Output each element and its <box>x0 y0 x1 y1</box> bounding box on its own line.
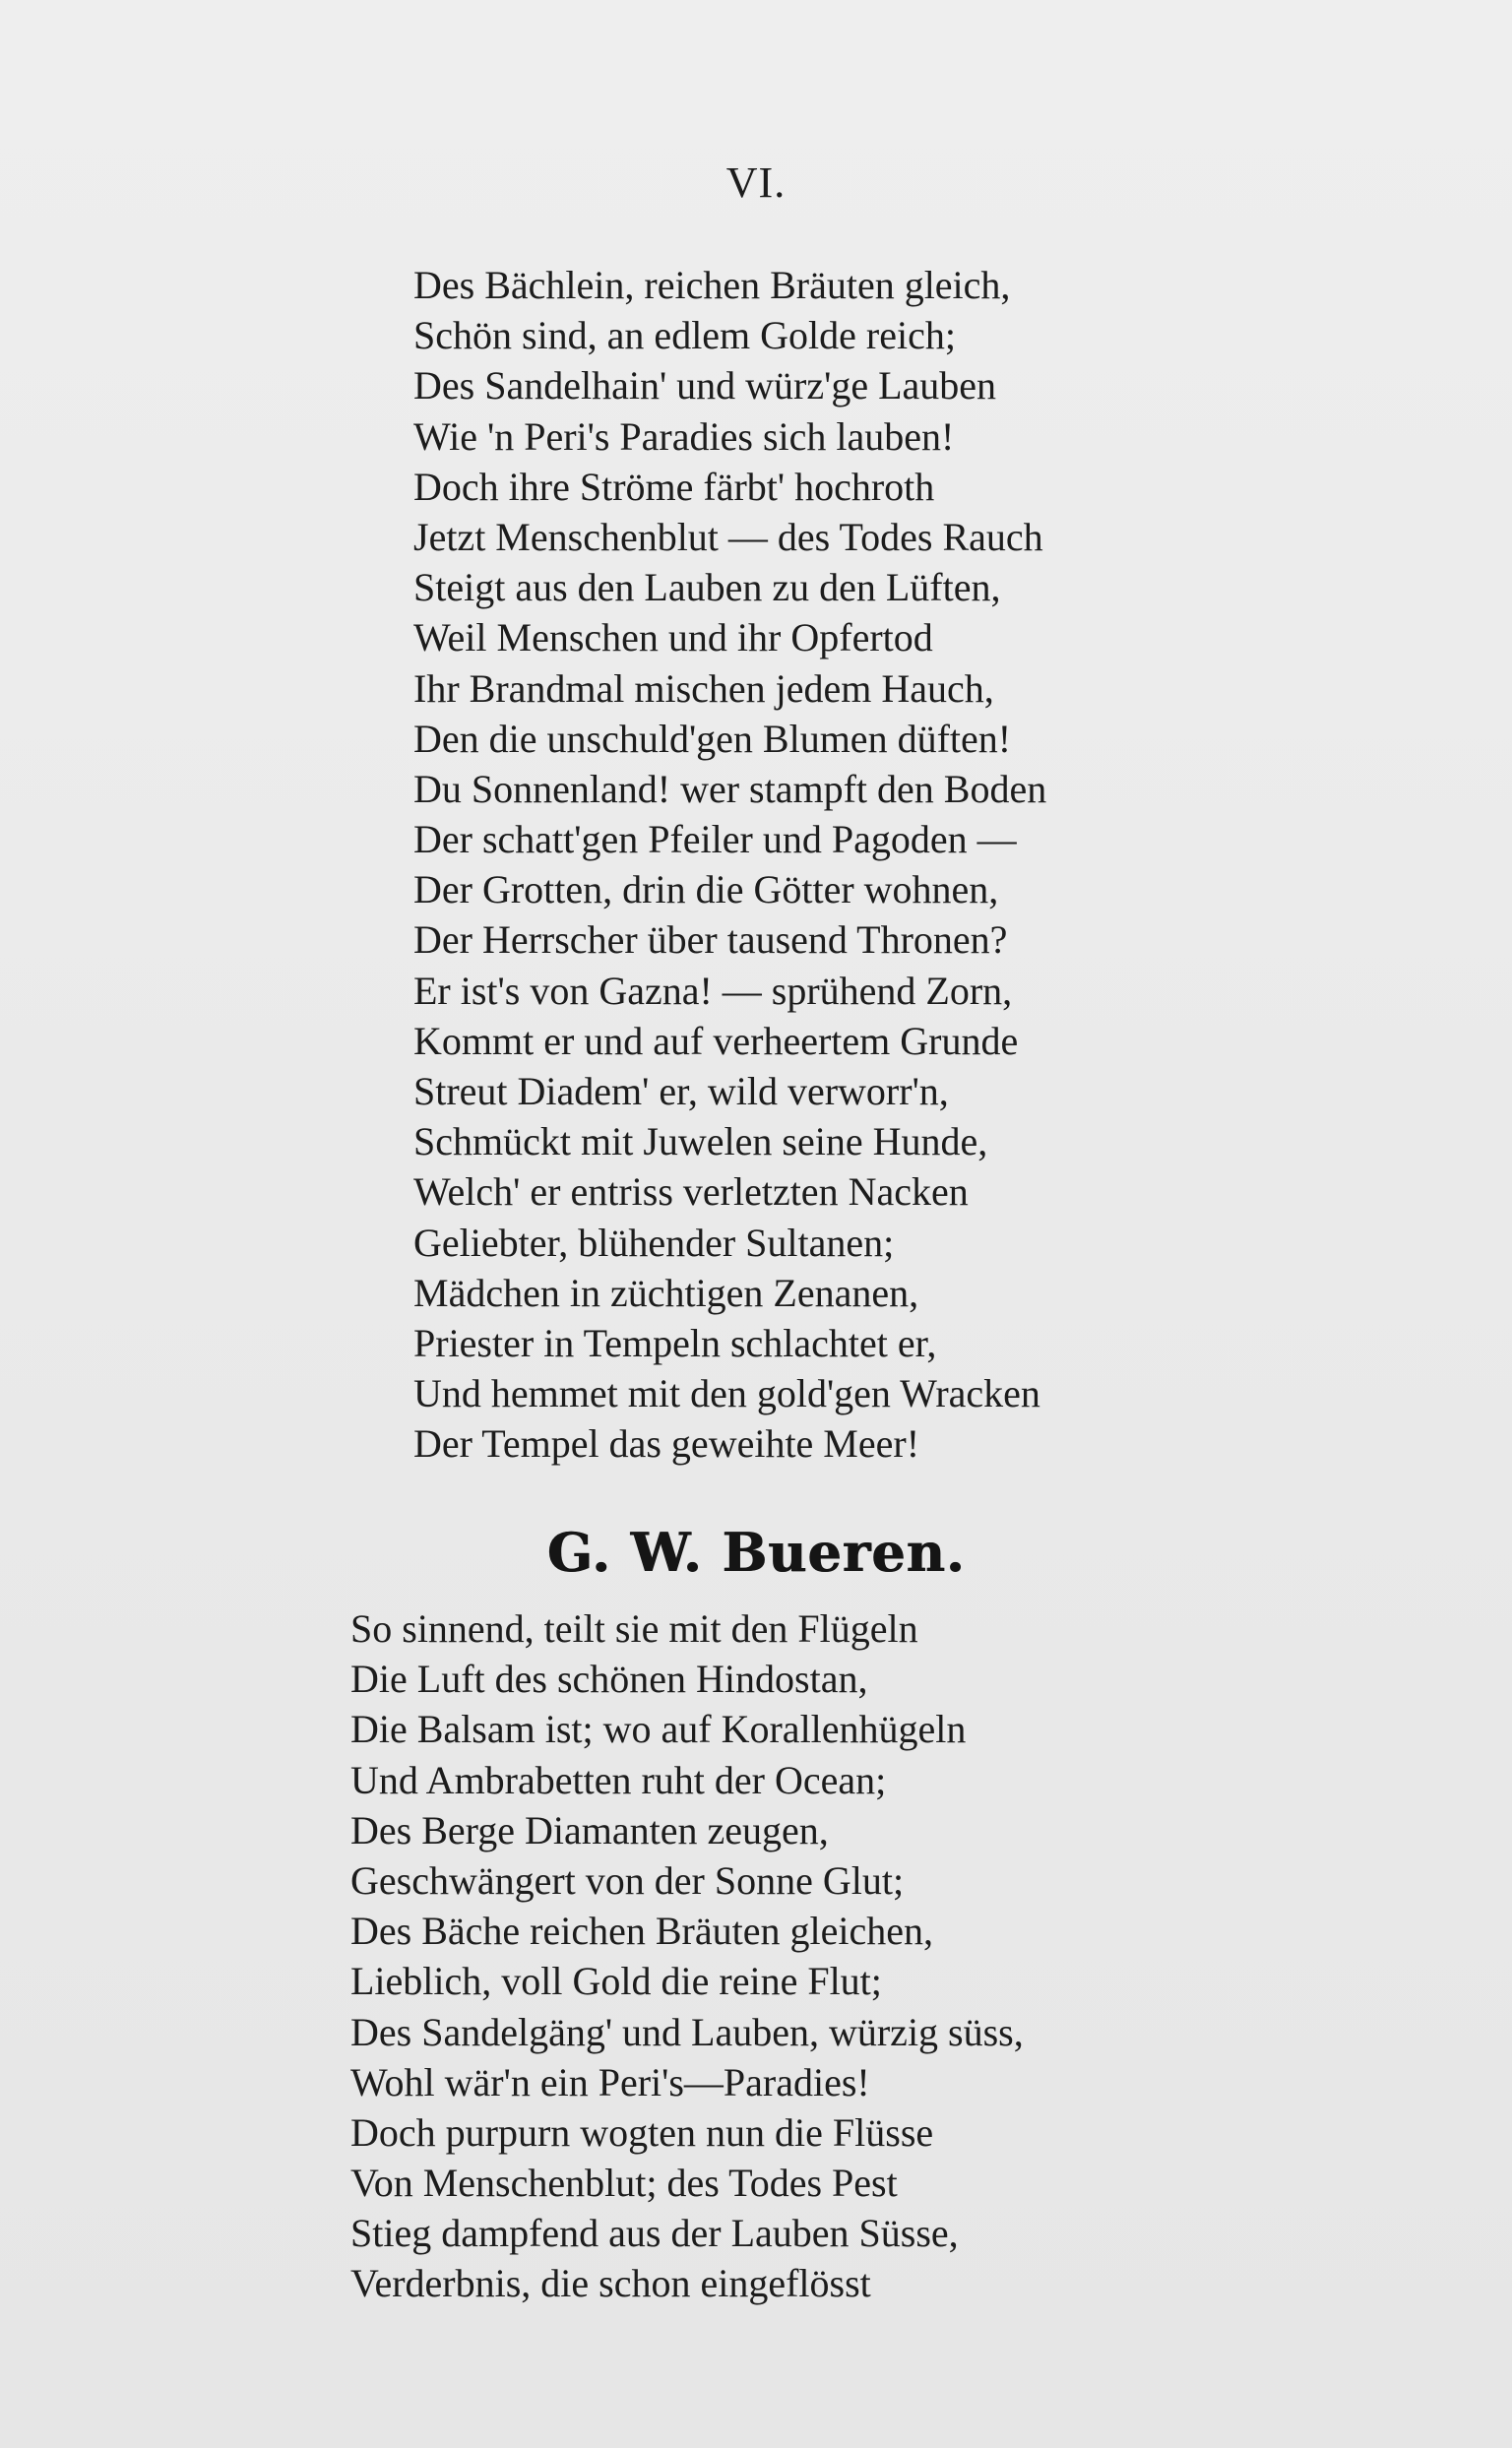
verse-line: Des Sandelgäng' und Lauben, würzig süss, <box>350 2009 1024 2054</box>
translator-heading: G. W. Bueren. <box>546 1521 966 1584</box>
verse-line: Des Berge Diamanten zeugen, <box>350 1807 829 1852</box>
verse-line: Der Grotten, drin die Götter wohnen, <box>413 867 999 912</box>
verse-line: Geliebter, blühender Sultanen; <box>413 1220 895 1265</box>
verse-line: So sinnend, teilt sie mit den Flügeln <box>350 1606 918 1651</box>
verse-line: Von Menschenblut; des Todes Pest <box>350 2161 898 2206</box>
verse-line: Des Sandelhain' und würz'ge Lauben <box>413 363 997 408</box>
verse-line: Doch purpurn wogten nun die Flüsse <box>350 2109 934 2155</box>
verse-line: Schön sind, an edlem Golde reich; <box>413 313 956 358</box>
verse-line: Stieg dampfend aus der Lauben Süsse, <box>350 2211 959 2256</box>
verse-line: Die Luft des schönen Hindostan, <box>350 1657 868 1702</box>
verse-line: Des Bäche reichen Bräuten gleichen, <box>350 1909 933 1954</box>
verse-line: Ihr Brandmal mischen jedem Hauch, <box>413 665 994 711</box>
verse-line: Der schatt'gen Pfeiler und Pagoden — <box>413 817 1017 862</box>
verse-line: Du Sonnenland! wer stampft den Boden <box>413 766 1047 811</box>
verse-line: Priester in Tempeln schlachtet er, <box>413 1320 937 1365</box>
verse-line: Die Balsam ist; wo auf Korallenhügeln <box>350 1707 967 1752</box>
verse-line: Des Bächlein, reichen Bräuten gleich, <box>413 263 1011 307</box>
poem-stanza-2 <box>350 1603 1024 2309</box>
verse-line: Weil Menschen und ihr Opfertod <box>413 615 933 660</box>
verse-line: Kommt er und auf verheertem Grunde <box>413 1018 1019 1063</box>
verse-line: Der Herrscher über tausend Thronen? <box>413 917 1008 963</box>
verse-line: Wie 'n Peri's Paradies sich lauben! <box>413 413 955 459</box>
verse-line: Und hemmet mit den gold'gen Wracken <box>413 1371 1040 1416</box>
poem-stanza-1 <box>413 260 1046 1470</box>
verse-line: Lieblich, voll Gold die reine Flut; <box>350 1959 882 2004</box>
verse-line: Mädchen in züchtigen Zenanen, <box>413 1270 919 1315</box>
verse-line: Der Tempel das geweihte Meer! <box>413 1421 920 1467</box>
verse-line: Den die unschuld'gen Blumen düften! <box>413 716 1012 761</box>
verse-line: Er ist's von Gazna! — sprühend Zorn, <box>413 968 1013 1013</box>
verse-line: Wohl wär'n ein Peri's—Paradies! <box>350 2059 870 2104</box>
verse-line: Welch' er entriss verletzten Nacken <box>413 1169 969 1215</box>
verse-line: Und Ambrabetten ruht der Ocean; <box>350 1757 887 1802</box>
verse-line: Jetzt Menschenblut — des Todes Rauch <box>413 514 1043 559</box>
verse-line: Verderbnis, die schon eingeflösst <box>350 2261 871 2306</box>
verse-line: Schmückt mit Juwelen seine Hunde, <box>413 1119 988 1164</box>
verse-line: Steigt aus den Lauben zu den Lüften, <box>413 565 1001 610</box>
verse-line: Streut Diadem' er, wild verworr'n, <box>413 1069 949 1113</box>
verse-line: Doch ihre Ströme färbt' hochroth <box>413 464 935 509</box>
verse-line: Geschwängert von der Sonne Glut; <box>350 1857 905 1903</box>
page-number: VI. <box>725 158 787 207</box>
